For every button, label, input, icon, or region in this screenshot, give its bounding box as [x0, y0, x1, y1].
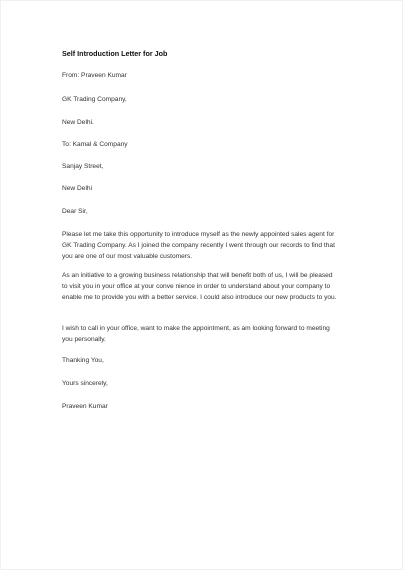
from-company: GK Trading Company, — [62, 96, 127, 103]
thanks-line: Thanking You, — [62, 357, 104, 364]
paragraph-2-line: enable me to provide you with a better service. I could also introduce our new products to you. — [62, 294, 337, 302]
paragraph-2-line: As an initiative to a growing business relationship that will benefit both of us, I will be pleased — [62, 272, 333, 279]
paragraph-1-line: GK Trading Company. As I joined the company recently I went through our records to find that — [62, 242, 335, 250]
signature-name: Praveen Kumar — [62, 403, 108, 410]
salutation: Dear Sir, — [62, 208, 88, 215]
paragraph-3-line: you personally. — [62, 336, 106, 344]
paragraph-3 — [62, 323, 362, 345]
closing-line: Yours sincerely, — [62, 380, 108, 387]
paragraph-1 — [62, 229, 362, 263]
to-street: Sanjay Street, — [62, 163, 104, 170]
letter-title: Self Introduction Letter for Job — [62, 49, 168, 58]
paragraph-1-line: you are one of our most valuable customers. — [62, 253, 193, 261]
from-city: New Delhi. — [62, 119, 94, 126]
to-line: To: Kamal & Company — [62, 141, 128, 148]
paragraph-3-line: I wish to call in your office, want to make the appointment, as am looking forward to meeting — [62, 325, 330, 332]
to-city: New Delhi — [62, 185, 93, 192]
from-line: From: Praveen Kumar — [62, 72, 127, 79]
paragraph-2-line: to visit you in your office at your conve nience in order to understand about your company to — [62, 283, 331, 291]
paragraph-1-line: Please let me take this opportunity to introduce myself as the newly appointed sales agent for — [62, 231, 335, 238]
paragraph-2 — [62, 270, 362, 304]
